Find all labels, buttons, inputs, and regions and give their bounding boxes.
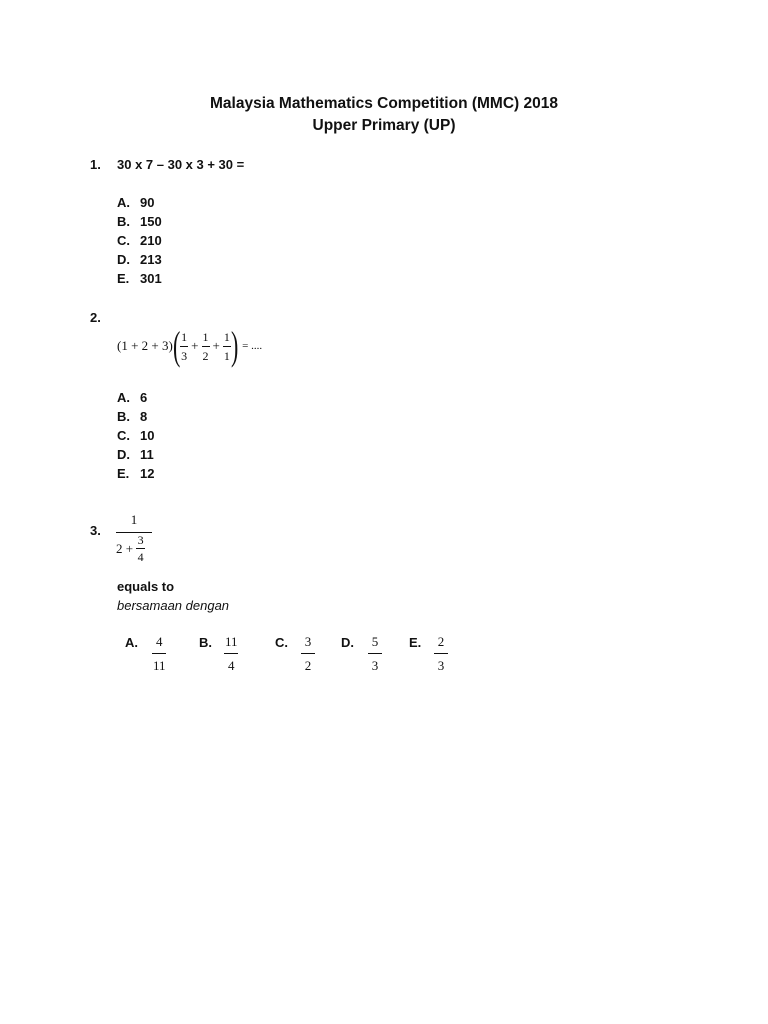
option-letter: E.: [117, 271, 130, 286]
page-subtitle: Upper Primary (UP): [312, 117, 456, 134]
question-1-option-a: [117, 195, 154, 214]
question-1-option-d: [117, 252, 162, 271]
option-value: 12: [140, 466, 155, 481]
fraction-one-half: $\frac{1}{2}$: [202, 329, 209, 363]
main-denominator: [116, 534, 152, 563]
option-letter: C.: [117, 233, 130, 248]
denominator-whole: 2 +: [116, 540, 134, 556]
question-3-number: 3.: [90, 523, 101, 538]
option-value: 6: [140, 390, 148, 405]
option-letter: D.: [117, 252, 130, 267]
question-1-option-b: [117, 214, 162, 233]
fraction-one-third: $\frac{1}{3}$: [181, 329, 188, 363]
expression-sum: (1 + 2 + 3): [117, 338, 173, 353]
option-letter: A.: [117, 390, 130, 405]
fraction-three-quarters: $\frac{3}{4}$: [137, 533, 144, 564]
question-3-option-b-value: $\frac{11}{4}$: [225, 634, 238, 673]
option-letter: C.: [117, 428, 130, 443]
option-letter: E.: [117, 466, 130, 481]
question-3-option-a-value: $\frac{4}{11}$: [153, 634, 166, 673]
question-3-option-c-letter: C.: [275, 635, 288, 650]
question-3-option-d-letter: D.: [341, 635, 354, 650]
question-3-option-b-letter: B.: [199, 635, 212, 650]
right-paren: ): [230, 323, 239, 368]
question-3-option-d-value: $\frac{5}{3}$: [368, 635, 382, 672]
question-2-option-a: [117, 390, 147, 409]
option-value: 8: [140, 409, 148, 424]
question-2-option-e: [117, 466, 154, 485]
fraction-one-one: $\frac{1}{1}$: [223, 329, 230, 363]
question-3-option-c-value: $\frac{3}{2}$: [301, 635, 315, 672]
question-2-option-c: [117, 428, 154, 447]
plus-sign: +: [212, 338, 220, 353]
option-letter: A.: [117, 195, 130, 210]
question-3-option-e-value: $\frac{2}{3}$: [434, 635, 448, 672]
main-numerator: 1: [130, 512, 138, 527]
question-1-option-e: [117, 271, 162, 290]
question-2-option-d: [117, 447, 154, 466]
option-value: 11: [140, 447, 154, 462]
option-letter: D.: [117, 447, 130, 462]
page-title: Malaysia Mathematics Competition (MMC) 2018: [210, 95, 558, 112]
option-letter: B.: [117, 214, 130, 229]
question-2-option-b: [117, 409, 147, 428]
question-3-option-a-letter: A.: [125, 635, 138, 650]
option-value: 210: [140, 233, 162, 248]
option-value: 90: [140, 195, 155, 210]
left-paren: (: [172, 323, 181, 368]
question-2-expression: [117, 323, 263, 368]
question-3-expression: [116, 512, 152, 563]
question-1-number: 1.: [90, 157, 101, 172]
option-value: 150: [140, 214, 162, 229]
plus-sign: +: [191, 338, 199, 353]
option-value: 213: [140, 252, 162, 267]
main-fraction-bar: [116, 532, 152, 533]
question-3-text-ms: bersamaan dengan: [117, 598, 230, 613]
question-2-number: 2.: [90, 310, 101, 325]
option-value: 301: [140, 271, 162, 286]
option-value: 10: [140, 428, 155, 443]
question-1-option-c: [117, 233, 162, 252]
question-1-text: 30 x 7 – 30 x 3 + 30 =: [117, 157, 245, 172]
question-3-text-en: equals to: [117, 579, 175, 594]
option-letter: B.: [117, 409, 130, 424]
expression-tail: = ....: [242, 340, 263, 352]
question-3-option-e-letter: E.: [409, 635, 422, 650]
